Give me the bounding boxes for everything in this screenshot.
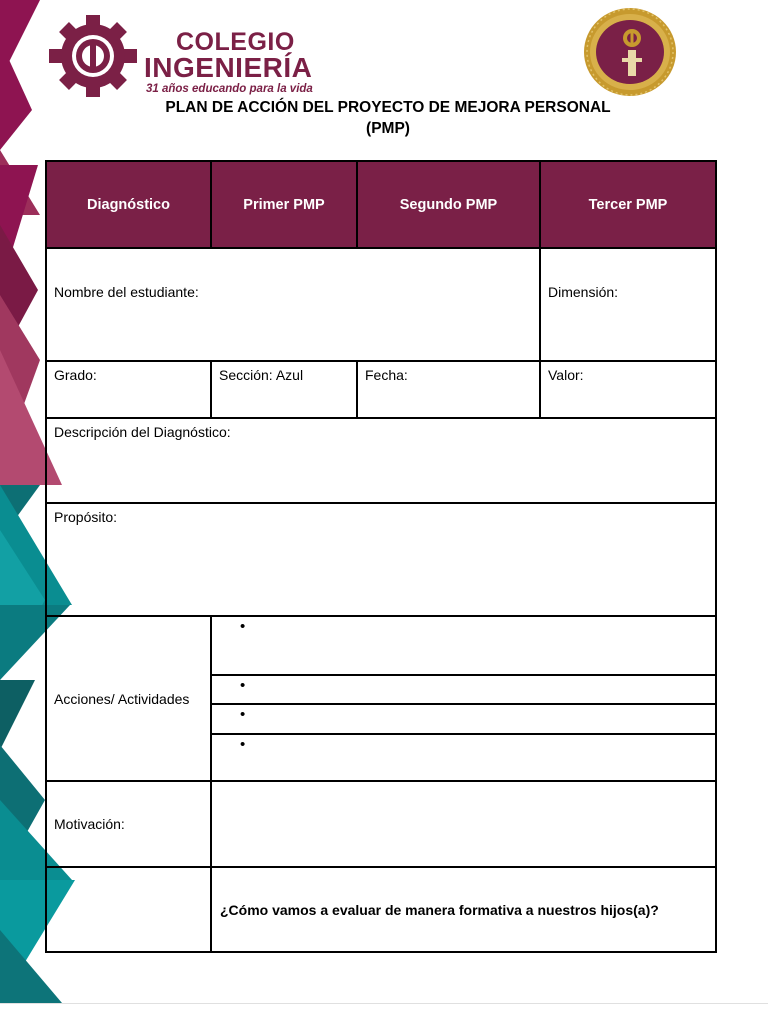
section-label: Sección: Azul bbox=[219, 367, 304, 383]
title-line-1: PLAN DE ACCIÓN DEL PROYECTO DE MEJORA PERSONAL bbox=[165, 99, 611, 116]
motivation-row bbox=[46, 781, 716, 867]
motivation-label: Motivación: bbox=[54, 816, 125, 832]
motivation-label-cell bbox=[46, 781, 211, 867]
student-row bbox=[46, 248, 716, 361]
brand-tagline: 31 años educando para la vida bbox=[146, 83, 313, 95]
actions-row-1 bbox=[46, 616, 716, 675]
dimension-label: Dimensión: bbox=[548, 284, 619, 300]
header-row bbox=[46, 161, 716, 248]
student-name-field[interactable] bbox=[46, 248, 540, 361]
bullet-4: • bbox=[240, 736, 246, 753]
header-tercer-pmp: Tercer PMP bbox=[540, 161, 716, 248]
action-item-2[interactable] bbox=[211, 675, 716, 704]
header-segundo-pmp: Segundo PMP bbox=[357, 161, 540, 248]
action-item-1[interactable] bbox=[211, 616, 716, 675]
grade-row bbox=[46, 361, 716, 418]
actions-label: Acciones/ Actividades bbox=[54, 690, 190, 707]
dimension-field[interactable] bbox=[540, 248, 716, 361]
bullet-2: • bbox=[240, 677, 246, 694]
document-title bbox=[46, 97, 730, 139]
motivation-field[interactable] bbox=[211, 781, 716, 867]
description-row bbox=[46, 418, 716, 503]
page-bottom-edge bbox=[0, 1003, 768, 1004]
brand-colegio: COLEGIO bbox=[176, 28, 295, 56]
action-item-4[interactable] bbox=[211, 734, 716, 781]
purpose-row bbox=[46, 503, 716, 616]
evaluation-question-cell[interactable] bbox=[211, 867, 716, 952]
school-gear-logo bbox=[48, 14, 138, 98]
actions-label-cell bbox=[46, 616, 211, 781]
bullet-3: • bbox=[240, 706, 246, 723]
diagnosis-description-label: Descripción del Diagnóstico: bbox=[54, 424, 231, 440]
action-item-3[interactable] bbox=[211, 704, 716, 734]
brand-ingenieria: INGENIERÍA bbox=[144, 52, 313, 83]
pmp-form-table bbox=[45, 160, 717, 953]
bullet-1: • bbox=[240, 618, 246, 635]
evaluation-question: ¿Cómo vamos a evaluar de manera formativa a nuestros hijos(a)? bbox=[220, 901, 659, 918]
school-brand bbox=[144, 30, 313, 95]
value-label: Valor: bbox=[548, 367, 584, 383]
section-field[interactable] bbox=[211, 361, 357, 418]
grade-label: Grado: bbox=[54, 367, 97, 383]
title-line-2: (PMP) bbox=[366, 120, 410, 137]
header-diagnostico: Diagnóstico bbox=[46, 161, 211, 248]
header-primer-pmp: Primer PMP bbox=[211, 161, 357, 248]
school-seal-emblem bbox=[582, 6, 678, 98]
evaluation-row bbox=[46, 867, 716, 952]
grade-field[interactable] bbox=[46, 361, 211, 418]
date-label: Fecha: bbox=[365, 367, 408, 383]
value-field[interactable] bbox=[540, 361, 716, 418]
student-name-label: Nombre del estudiante: bbox=[54, 284, 199, 300]
diagnosis-description-field[interactable] bbox=[46, 418, 716, 503]
evaluation-empty-cell[interactable] bbox=[46, 867, 211, 952]
date-field[interactable] bbox=[357, 361, 540, 418]
purpose-label: Propósito: bbox=[54, 509, 118, 525]
purpose-field[interactable] bbox=[46, 503, 716, 616]
